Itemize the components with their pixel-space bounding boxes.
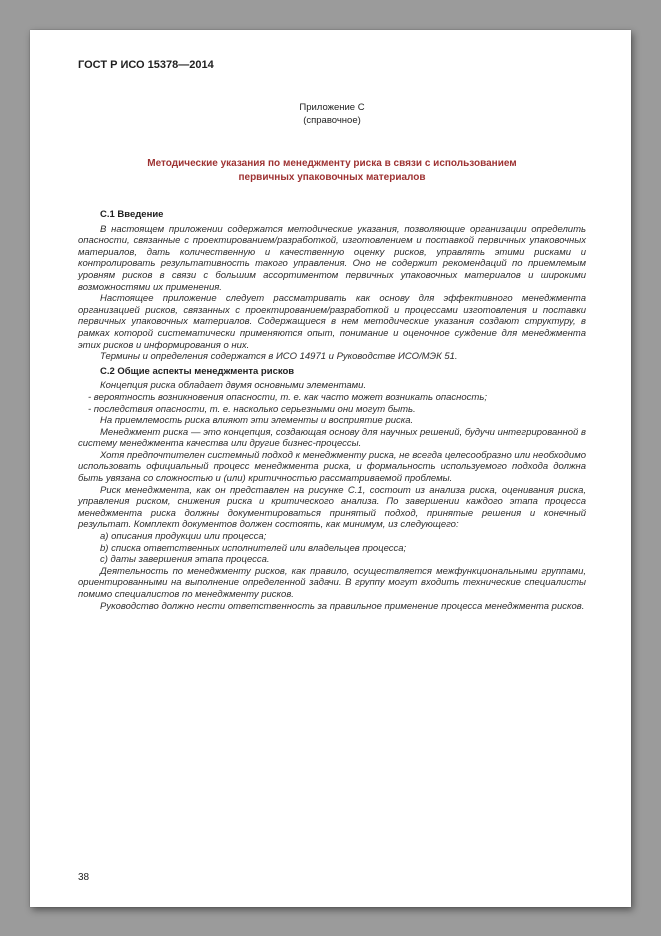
section-heading: С.1 Введение — [100, 209, 164, 220]
paragraph: Риск менеджмента, как он представлен на рисунке С.1, состоит из анализа риска, оценивания риска, управления риском, снижения риска и критического анализа. По завершении каждого этапа процесса менеджмента риска должны документироваться принятый подход, принятые решения и конечный результат. Комплект документов должен состоять, как минимум, из следующего: — [78, 484, 586, 531]
paragraph: Менеджмент риска — это концепция, создающая основу для научных решений, будучи интегрированной в систему менеджмента качества или другие бизнес-процессы. — [78, 426, 586, 450]
paragraph: Хотя предпочтителен системный подход к менеджменту риска, не всегда целесообразно или необходимо использовать официальный процесс менеджмента риска, и формальность используемого подхода должна быть увязана со сложностью и (или) критичностью рассматриваемой проблемы. — [78, 449, 587, 485]
paragraph: - последствия опасности, т. е. насколько серьезными они могут быть. — [88, 403, 416, 415]
paragraph: Настоящее приложение следует рассматривать как основу для эффективного менеджмента организацией рисков, связанных с проектированием/разработкой и процессами изготовления и поставки первичных упаковочных материалов. Содержащиеся в нем методические указания создают структуру, в рамках которой систематически применяются опыт, понимание и оценочное суждение для менеджмента этих рисков и информирования о них. — [78, 293, 586, 351]
paragraph: Руководство должно нести ответственность за правильное применение процесса менеджмента рисков. — [100, 600, 585, 612]
paragraph: b) списка ответственных исполнителей или владельцев процесса; — [100, 542, 407, 554]
document-page — [30, 30, 631, 907]
section-heading: С.2 Общие аспекты менеджмента рисков — [100, 365, 295, 377]
paragraph: Термины и определения содержатся в ИСО 14971 и Руководстве ИСО/МЭК 51. — [100, 351, 458, 363]
appendix-label: Приложение С — [299, 102, 365, 113]
page-number: 38 — [78, 872, 90, 883]
paragraph: a) описания продукции или процесса; — [100, 531, 267, 543]
title-line: первичных упаковочных материалов — [238, 172, 426, 183]
title-line: Методические указания по менеджменту риска в связи с использованием — [147, 158, 517, 169]
appendix-block — [78, 101, 586, 127]
paragraph: c) даты завершения этапа процесса. — [100, 554, 270, 566]
paragraph: Концепция риска обладает двумя основными элементами. — [100, 380, 367, 392]
paragraph: В настоящем приложении содержатся методические указания, позволяющие организации определить опасности, связанные с проектированием/разработкой, изготовлением и поставкой первичных упаковочных материалов, дать количественную и качественную оценку рисков, управлять этими рисками и контролировать результативность такого управления. Оно не содержит рекомендаций по приемлемым уровням рисков в связи с большим ассортиментом первичных упаковочных материалов и широкими возможностями их применения. — [78, 223, 586, 293]
paragraph: На приемлемость риска влияют эти элементы и восприятие риска. — [100, 415, 414, 427]
appendix-kind: (справочное) — [303, 115, 361, 126]
paragraph: Деятельность по менеджменту рисков, как правило, осуществляется межфункциональными группами, ориентированными на выполнение определенной задачи. В группу могут входить технические специалисты помимо специалистов по менеджменту рисков. — [78, 565, 586, 600]
document-body — [78, 209, 586, 612]
paragraph: - вероятность возникновения опасности, т. е. как часто может возникать опасность; — [88, 391, 487, 403]
document-title — [78, 157, 586, 185]
doc-number: ГОСТ Р ИСО 15378—2014 — [78, 59, 214, 71]
